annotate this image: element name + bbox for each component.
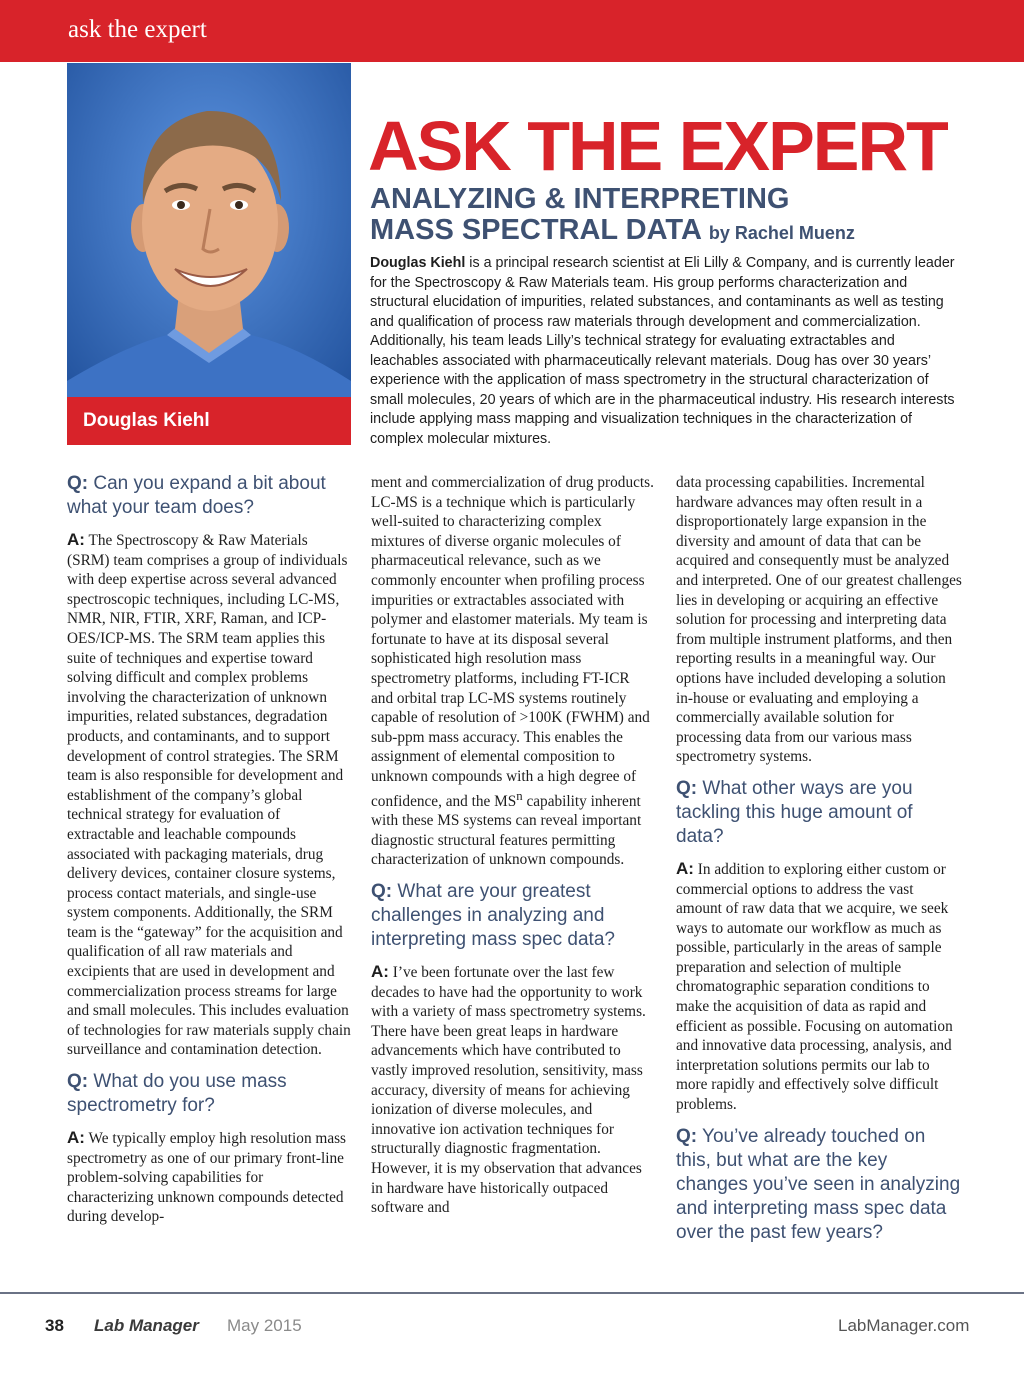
page-number: 38 xyxy=(45,1316,64,1335)
answer-text: We typically employ high resolution mass spectrometry as one of our primary front-line problem-solving capabilities for characterizing unknown compounds detected during develop- xyxy=(67,1130,347,1226)
section-tag: ask the expert xyxy=(68,16,207,43)
answer-2-continued xyxy=(371,473,655,870)
website-link[interactable]: LabManager.com xyxy=(838,1316,970,1335)
question-4 xyxy=(676,777,962,849)
answer-text: In addition to exploring either custom or commercial options to address the vast amount of raw data that we acquire, we seek ways to automate our workflow as much as possible, particularly in the areas of sample preparation and selection of multiple chromatographic separation conditions to make the acquisition of data as rapid and efficient as possible. Focusing on automation and innovative data processing, analysis, and interpretation solutions permits our lab to more rapidly and effectively solve difficult problems. xyxy=(676,860,953,1114)
portrait-photo xyxy=(67,63,351,445)
page-title: ASK THE EXPERT xyxy=(368,107,947,185)
answer-text: I’ve been fortunate over the last few decades to have had the opportunity to work with a variety of mass spectrometry systems. There have been great leaps in hardware advancements which have contributed to vastly improved resolution, sensitivity, mass accuracy, diversity of means for achieving ionization of diverse molecules, and innovative ion activation techniques for structurally diagnostic fragmentation. However, it is my observation that advances in hardware have historically outpaced software and xyxy=(371,963,646,1217)
answer-2-start xyxy=(67,1128,351,1227)
q-label: Q: xyxy=(676,1125,698,1147)
a-label: A: xyxy=(676,858,694,878)
question-text: What other ways are you tackling this huge amount of data? xyxy=(676,777,913,847)
subtitle-line-2-text: MASS SPECTRAL DATA xyxy=(370,214,701,246)
q-label: Q: xyxy=(67,473,89,494)
answer-3-start xyxy=(371,962,655,1218)
question-text: What are your greatest challenges in analyzing and interpreting mass spec data? xyxy=(371,880,615,950)
question-text: Can you expand a bit about what your team does? xyxy=(67,473,326,518)
q-label: Q: xyxy=(676,777,698,799)
article-subtitle xyxy=(370,184,855,249)
question-text: You’ve already touched on this, but what are the key changes you’ve seen in analyzing and interpreting mass spec data over the past few years? xyxy=(676,1125,961,1243)
question-2 xyxy=(67,1070,351,1118)
question-5 xyxy=(676,1125,962,1245)
portrait-illustration xyxy=(67,63,351,445)
photo-caption: Douglas Kiehl xyxy=(67,397,351,445)
superscript-n: n xyxy=(516,788,523,803)
answer-text: data processing capabilities. Incremental hardware advances may often result in a disproportionately large expansion in the diversity and amount of data that can be acquired and consequently must be analyzed and interpreted. One of our greatest challenges lies in developing or acquiring an effective solution for processing and interpreting data from multiple instrument platforms, and then reporting results in a meaningful way. Our options have included developing a solution in-house or evaluating and employing a commercially available solution for processing data from our various mass spectrometry systems. xyxy=(676,474,962,766)
byline: by Rachel Muenz xyxy=(708,223,855,243)
answer-text: capability inherent with these MS systems can reveal important diagnostic structural features permitting characterization of unknown compounds. xyxy=(371,792,642,869)
answer-4 xyxy=(676,859,962,1115)
intro-name: Douglas Kiehl xyxy=(370,255,466,271)
question-1 xyxy=(67,472,351,520)
subtitle-line-1: ANALYZING & INTERPRETING xyxy=(370,183,790,215)
footer-divider xyxy=(0,1292,1024,1294)
a-label: A: xyxy=(67,530,85,549)
question-text: What do you use mass spectrometry for? xyxy=(67,1071,287,1117)
a-label: A: xyxy=(67,1128,85,1148)
article-column-2 xyxy=(371,473,655,1228)
question-3 xyxy=(371,880,655,952)
answer-text: The Spectroscopy & Raw Materials (SRM) team comprises a group of individuals with deep expertise across several advanced spectroscopic techniques, including LC-MS, NMR, NIR, FTIR, XRF, Raman, and ICP-OES/ICP-MS. The SRM team applies this suite of techniques and expertise toward solving difficult and complex problems involving the characterization of unknown impurities, related substances, degradation products, and contaminants, and to support development of control strategies. The SRM team is also responsible for development and establishment of the company’s global technical strategy for evaluation of extractable and leachable compounds associated with packaging materials, drug delivery devices, container closure systems, process contact materials, and single-use system components. Additionally, the SRM team is the “gateway” for the acquisition and qualification of all raw materials and excipients that are used in development and commercialization process streams for large and small molecules. This includes evaluation of technologies for raw materials supply chain surveillance and contamination detection. xyxy=(67,532,351,1059)
article-column-3 xyxy=(676,473,962,1255)
answer-text: ment and commercialization of drug products. LC-MS is a technique which is particularly well-suited to characterizing complex mixtures of diverse organic molecules of pharmaceutical relevance, such as we commonly encounter when profiling process impurities or extractables associated with polymer and elastomer materials. My team is fortunate to have at its disposal several sophisticated high resolution mass spectrometry platforms, including FT-ICR and orbital trap LC-MS systems routinely capable of resolution of >100K (FWHM) and sub-ppm mass accuracy. This enables the assignment of elemental composition to unknown compounds with a high degree of confidence, and the MS xyxy=(371,474,654,810)
answer-3-continued xyxy=(676,473,962,767)
subtitle-line-2 xyxy=(370,215,855,249)
author-intro xyxy=(370,254,962,449)
section-header-bar xyxy=(0,0,1024,62)
issue-date: May 2015 xyxy=(227,1316,302,1335)
article-column-1 xyxy=(67,472,351,1237)
a-label: A: xyxy=(371,961,389,981)
answer-1 xyxy=(67,530,351,1060)
magazine-name: Lab Manager xyxy=(94,1316,199,1335)
q-label: Q: xyxy=(67,1071,89,1093)
q-label: Q: xyxy=(371,880,393,902)
intro-text: is a principal research scientist at Eli Lilly & Company, and is currently leader for the Spectroscopy & Raw Materials team. His group performs characterization and structural elucidation of impurities, related substances, and contaminants as well as testing and qualification of process raw materials through development and commercialization. Additionally, his team leads Lilly’s technical strategy for evaluating extractables and leachables associated with pharmaceutically relevant materials. Doug has over 30 years’ experience with the application of mass spectrometry in the structural characterization of small molecules, 20 years of which are in the pharmaceutical industry. His research interests include applying mass mapping and visualization techniques in the characterization of complex molecular mixtures. xyxy=(370,255,955,447)
